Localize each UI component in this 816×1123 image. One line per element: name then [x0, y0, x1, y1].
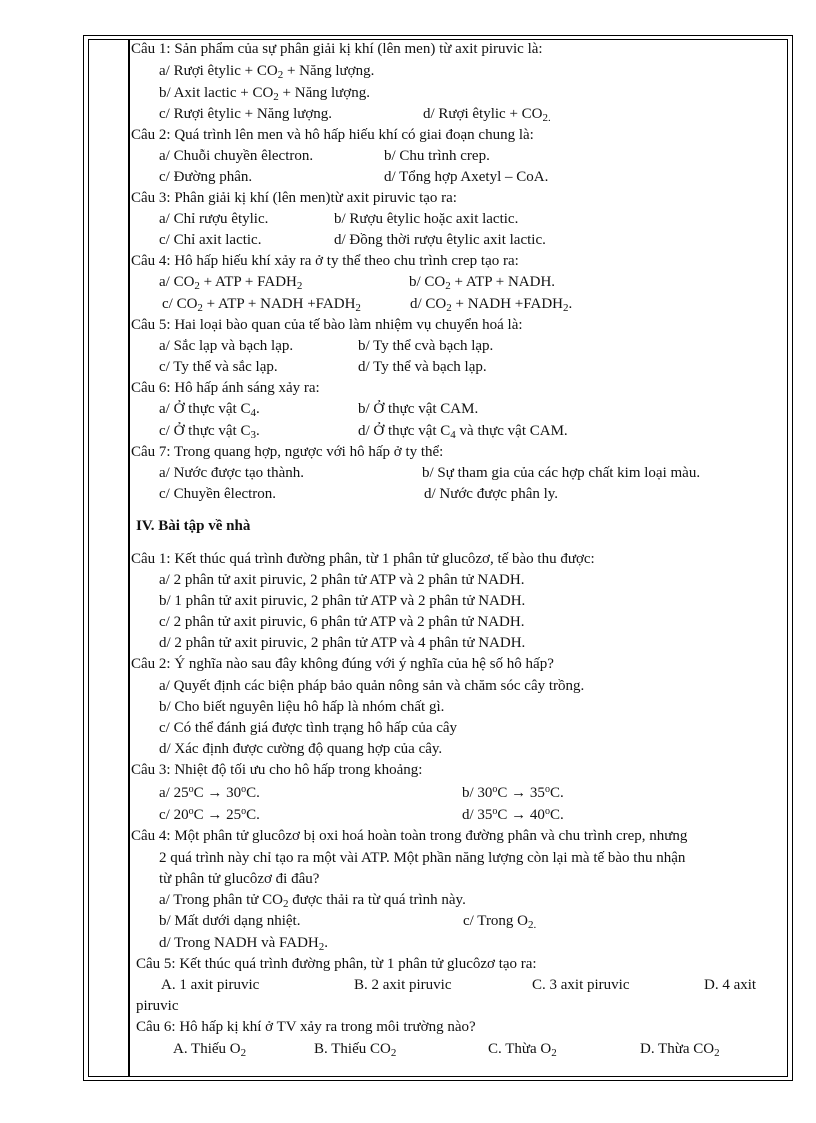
p4-q6-stem: Câu 6: Hô hấp kị khí ở TV xảy ra trong môi trường nào? [136, 1019, 476, 1035]
p4-q4-stem-line3: từ phân tử glucôzơ đi đâu? [159, 871, 320, 887]
p4-q4-option-d: d/ Trong NADH và $FADH_2$. [159, 935, 328, 953]
p4-q5-stem: Câu 5: Kết thúc quá trình đường phân, từ 1 phân tử glucôzơ tạo ra: [136, 956, 537, 972]
p3-q7-option-b: b/ Sự tham gia của các hợp chất kim loại màu. [422, 465, 701, 481]
p3-q6-option-a: a/ Ở thực vật $C_4$. [159, 401, 260, 419]
section-heading: IV. Bài tập về nhà [136, 518, 251, 534]
p4-q1-stem: Câu 1: Kết thúc quá trình đường phân, từ 1 phân tử glucôzơ, tế bào thu được: [131, 551, 595, 567]
p3-q3-option-a: a/ Chỉ rượu êtylic. [159, 211, 269, 227]
p4-q5-option-c: C. 3 axit piruvic [532, 977, 630, 993]
p3-q2-option-d: d/ Tổng hợp Axetyl – CoA. [384, 169, 549, 185]
p4-q1-option-b: b/ 1 phân tử axit piruvic, 2 phân tử ATP và 2 phân tử NADH. [159, 593, 526, 609]
p3-q3-stem: Câu 3: Phân giải kị khí (lên men)từ axit piruvic tạo ra: [131, 190, 457, 206]
p4-q3-stem: Câu 3: Nhiệt độ tối ưu cho hô hấp trong khoảng: [131, 762, 423, 778]
p3-q2-option-b: b/ Chu trình crep. [384, 148, 490, 164]
p3-q7-option-d: d/ Nước được phân ly. [424, 486, 559, 502]
p3-q5-option-d: d/ Ty thể và bạch lạp. [358, 359, 487, 375]
p4-q4-option-c: c/ Trong $O_{2.}$ [463, 913, 537, 931]
p3-q2-option-a: a/ Chuỗi chuyền êlectron. [159, 148, 314, 164]
p3-q3-option-c: c/ Chỉ axit lactic. [159, 232, 262, 248]
p4-q5-option-b: B. 2 axit piruvic [354, 977, 452, 993]
p3-q6-option-c: c/ Ở thực vật $C_3$. [159, 423, 260, 441]
p4-q4-stem-line2: 2 quá trình này chỉ tạo ra một vài ATP. Một phần năng lượng còn lại mà tế bào thu nhận [159, 850, 686, 866]
p4-q2-stem: Câu 2: Ý nghĩa nào sau đây không đúng với ý nghĩa của hệ số hô hấp? [131, 656, 554, 672]
p3-q1-option-d: d/ Rượi êtylic + $CO_{2.}$ [423, 106, 551, 124]
p3-q1-stem: Câu 1: Sản phẩm của sự phân giải kị khí (lên men) từ axit piruvic là: [131, 41, 543, 57]
p3-q6-option-d: d/ Ở thực vật $C_4$ và thực vật CAM. [358, 423, 568, 441]
p3-q3-option-d: d/ Đồng thời rượu êtylic axit lactic. [334, 232, 546, 248]
p3-q5-option-a: a/ Sắc lạp và bạch lạp. [159, 338, 294, 354]
p3-q2-option-c: c/ Đường phân. [159, 169, 253, 185]
p3-q7-option-c: c/ Chuyền êlectron. [159, 486, 277, 502]
p4-q5-option-d: D. 4 axit [704, 977, 757, 993]
p4-q3-option-d: d/ $35^oC \to 40^oC$. [462, 806, 564, 823]
p3-q1-option-b: b/ Axit lactic + $CO_2$ + Năng lượng. [159, 85, 370, 103]
p4-q2-option-c: c/ Có thể đánh giá được tình trạng hô hấp của cây [159, 720, 458, 736]
p3-q4-option-c: c/ $CO_2$ + ATP + NADH $+FADH_2$ [162, 296, 361, 314]
p3-q4-option-d: d/ $CO_2$ + NADH $+FADH_2$. [410, 296, 573, 314]
p3-q2-stem: Câu 2: Quá trình lên men và hô hấp hiếu khí có giai đoạn chung là: [131, 127, 534, 143]
p4-q1-option-a: a/ 2 phân tử axit piruvic, 2 phân tử ATP và 2 phân tử NADH. [159, 572, 525, 588]
p4-q5-option-a: A. 1 axit piruvic [161, 977, 260, 993]
p3-q6-stem: Câu 6: Hô hấp ánh sáng xảy ra: [131, 380, 320, 396]
column-divider [128, 39, 130, 1077]
p3-q4-option-b: b/ $CO_2$ + ATP + NADH. [409, 274, 556, 292]
p3-q3-option-b: b/ Rượu êtylic hoặc axit lactic. [334, 211, 519, 227]
p4-q1-option-c: c/ 2 phân tử axit piruvic, 6 phân tử ATP và 2 phân tử NADH. [159, 614, 525, 630]
p4-q3-option-b: b/ $30^oC \to 35^oC$. [462, 784, 564, 801]
p4-q1-option-d: d/ 2 phân tử axit piruvic, 2 phân tử ATP và 4 phân tử NADH. [159, 635, 526, 651]
p4-q3-option-c: c/ $20^oC \to 25^oC$. [159, 806, 260, 823]
p4-q6-option-d: D. Thừa $CO_2$ [640, 1041, 720, 1059]
p4-q2-option-d: d/ Xác định được cường độ quang hợp của cây. [159, 741, 443, 757]
p4-q6-option-b: B. Thiếu $CO_2$ [314, 1041, 397, 1059]
p4-q3-option-a: a/ $25^oC \to 30^oC$. [159, 784, 260, 801]
p4-q2-option-b: b/ Cho biết nguyên liệu hô hấp là nhóm chất gì. [159, 699, 445, 715]
p3-q1-option-a: a/ Rượi êtylic + $CO_2$ + Năng lượng. [159, 63, 375, 81]
p3-q7-stem: Câu 7: Trong quang hợp, ngược với hô hấp ở ty thể: [131, 444, 444, 460]
p3-q7-option-a: a/ Nước được tạo thành. [159, 465, 304, 481]
p4-q4-stem-line1: Câu 4: Một phân tử glucôzơ bị oxi hoá hoàn toàn trong đường phân và chu trình crep, nhưng [131, 828, 688, 844]
p4-q2-option-a: a/ Quyết định các biện pháp bảo quản nông sản và chăm sóc cây trồng. [159, 678, 585, 694]
p4-q4-option-b: b/ Mất dưới dạng nhiệt. [159, 913, 301, 929]
p4-q6-option-a: A. Thiếu $O_2$ [173, 1041, 247, 1059]
p3-q1-option-c: c/ Rượi êtylic + Năng lượng. [159, 106, 333, 122]
p3-q6-option-b: b/ Ở thực vật CAM. [358, 401, 479, 417]
p3-q4-stem: Câu 4: Hô hấp hiếu khí xảy ra ở ty thể theo chu trình crep tạo ra: [131, 253, 519, 269]
p3-q5-option-b: b/ Ty thể cvà bạch lạp. [358, 338, 494, 354]
p3-q4-option-a: a/ $CO_2$ + ATP + $FADH_2$ [159, 274, 303, 292]
p3-q5-stem: Câu 5: Hai loại bào quan của tế bào làm nhiệm vụ chuyển hoá là: [131, 317, 523, 333]
p4-q5-option-d-continued: piruvic [136, 998, 179, 1014]
p4-q6-option-c: C. Thừa $O_2$ [488, 1041, 557, 1059]
p4-q4-option-a: a/ Trong phân tử $CO_2$ được thải ra từ quá trình này. [159, 892, 466, 910]
p3-q5-option-c: c/ Ty thể và sắc lạp. [159, 359, 278, 375]
